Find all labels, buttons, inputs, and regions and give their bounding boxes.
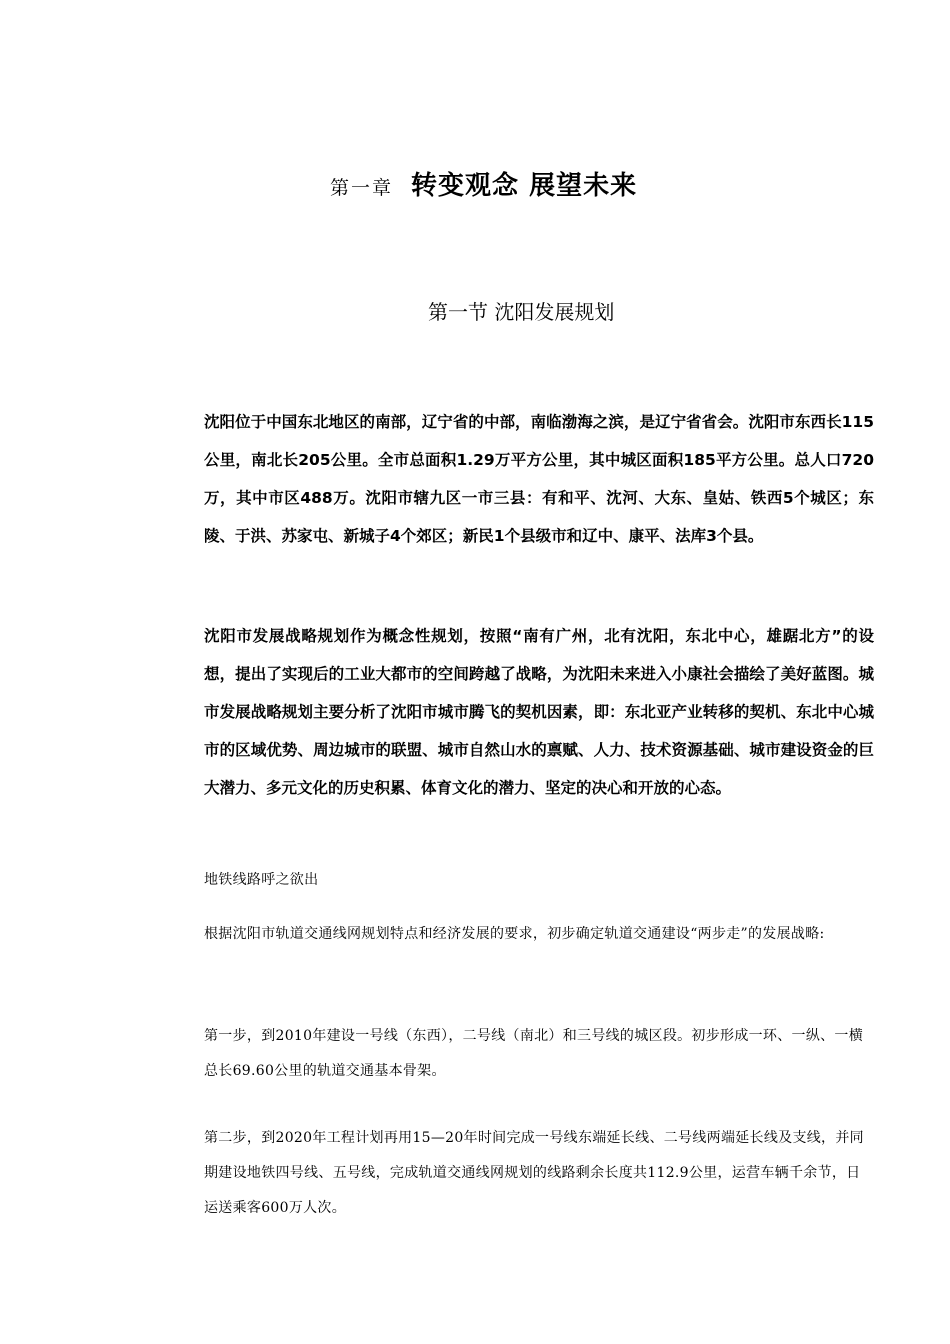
subway-heading: 地铁线路呼之欲出 bbox=[204, 872, 319, 888]
chapter-heading bbox=[330, 168, 810, 208]
strategy-paragraph: 沈阳市发展战略规划作为概念性规划，按照“南有广州，北有沈阳，东北中心，雄踞北方”的设想，提出了实现后的工业大都市的空间跨越了战略，为沈阳未来进入小康社会描绘了美好蓝图。城市发展战略规划主要分析了沈阳市城市腾飞的契机因素，即：东北亚产业转移的契机、东北中心城市的区域优势、周边城市的联盟、城市自然山水的禀赋、人力、技术资源基础、城市建设资金的巨大潜力、多元文化的历史积累、体育文化的潜力、坚定的决心和开放的心态。 bbox=[204, 627, 874, 797]
step-two-paragraph: 第二步，到2020年工程计划再用15—20年时间完成一号线东端延长线、二号线两端延长线及支线，并同期建设地铁四号线、五号线，完成轨道交通线网规划的线路剩余长度共112.9公里，运营车辆千余节，日运送乘客600万人次。 bbox=[204, 1130, 864, 1216]
chapter-title: 转变观念 展望未来 bbox=[411, 171, 638, 201]
step-one-paragraph: 第一步，到2010年建设一号线（东西），二号线（南北）和三号线的城区段。初步形成一环、一纵、一横总长69.60公里的轨道交通基本骨架。 bbox=[204, 1028, 864, 1079]
section-title: 第一节 沈阳发展规划 bbox=[428, 300, 615, 324]
subway-intro-paragraph: 根据沈阳市轨道交通线网规划特点和经济发展的要求，初步确定轨道交通建设“两步走”的发展战略: bbox=[204, 926, 825, 942]
chapter-label: 第一章 bbox=[330, 177, 394, 199]
intro-paragraph: 沈阳位于中国东北地区的南部，辽宁省的中部，南临渤海之滨，是辽宁省省会。沈阳市东西长115公里，南北长205公里。全市总面积1.29万平方公里，其中城区面积185平方公里。总人口720万，其中市区488万。沈阳市辖九区一市三县：有和平、沈河、大东、皇姑、铁西5个城区；东陵、于洪、苏家屯、新城子4个郊区；新民1个县级市和辽中、康平、法库3个县。 bbox=[204, 413, 874, 545]
